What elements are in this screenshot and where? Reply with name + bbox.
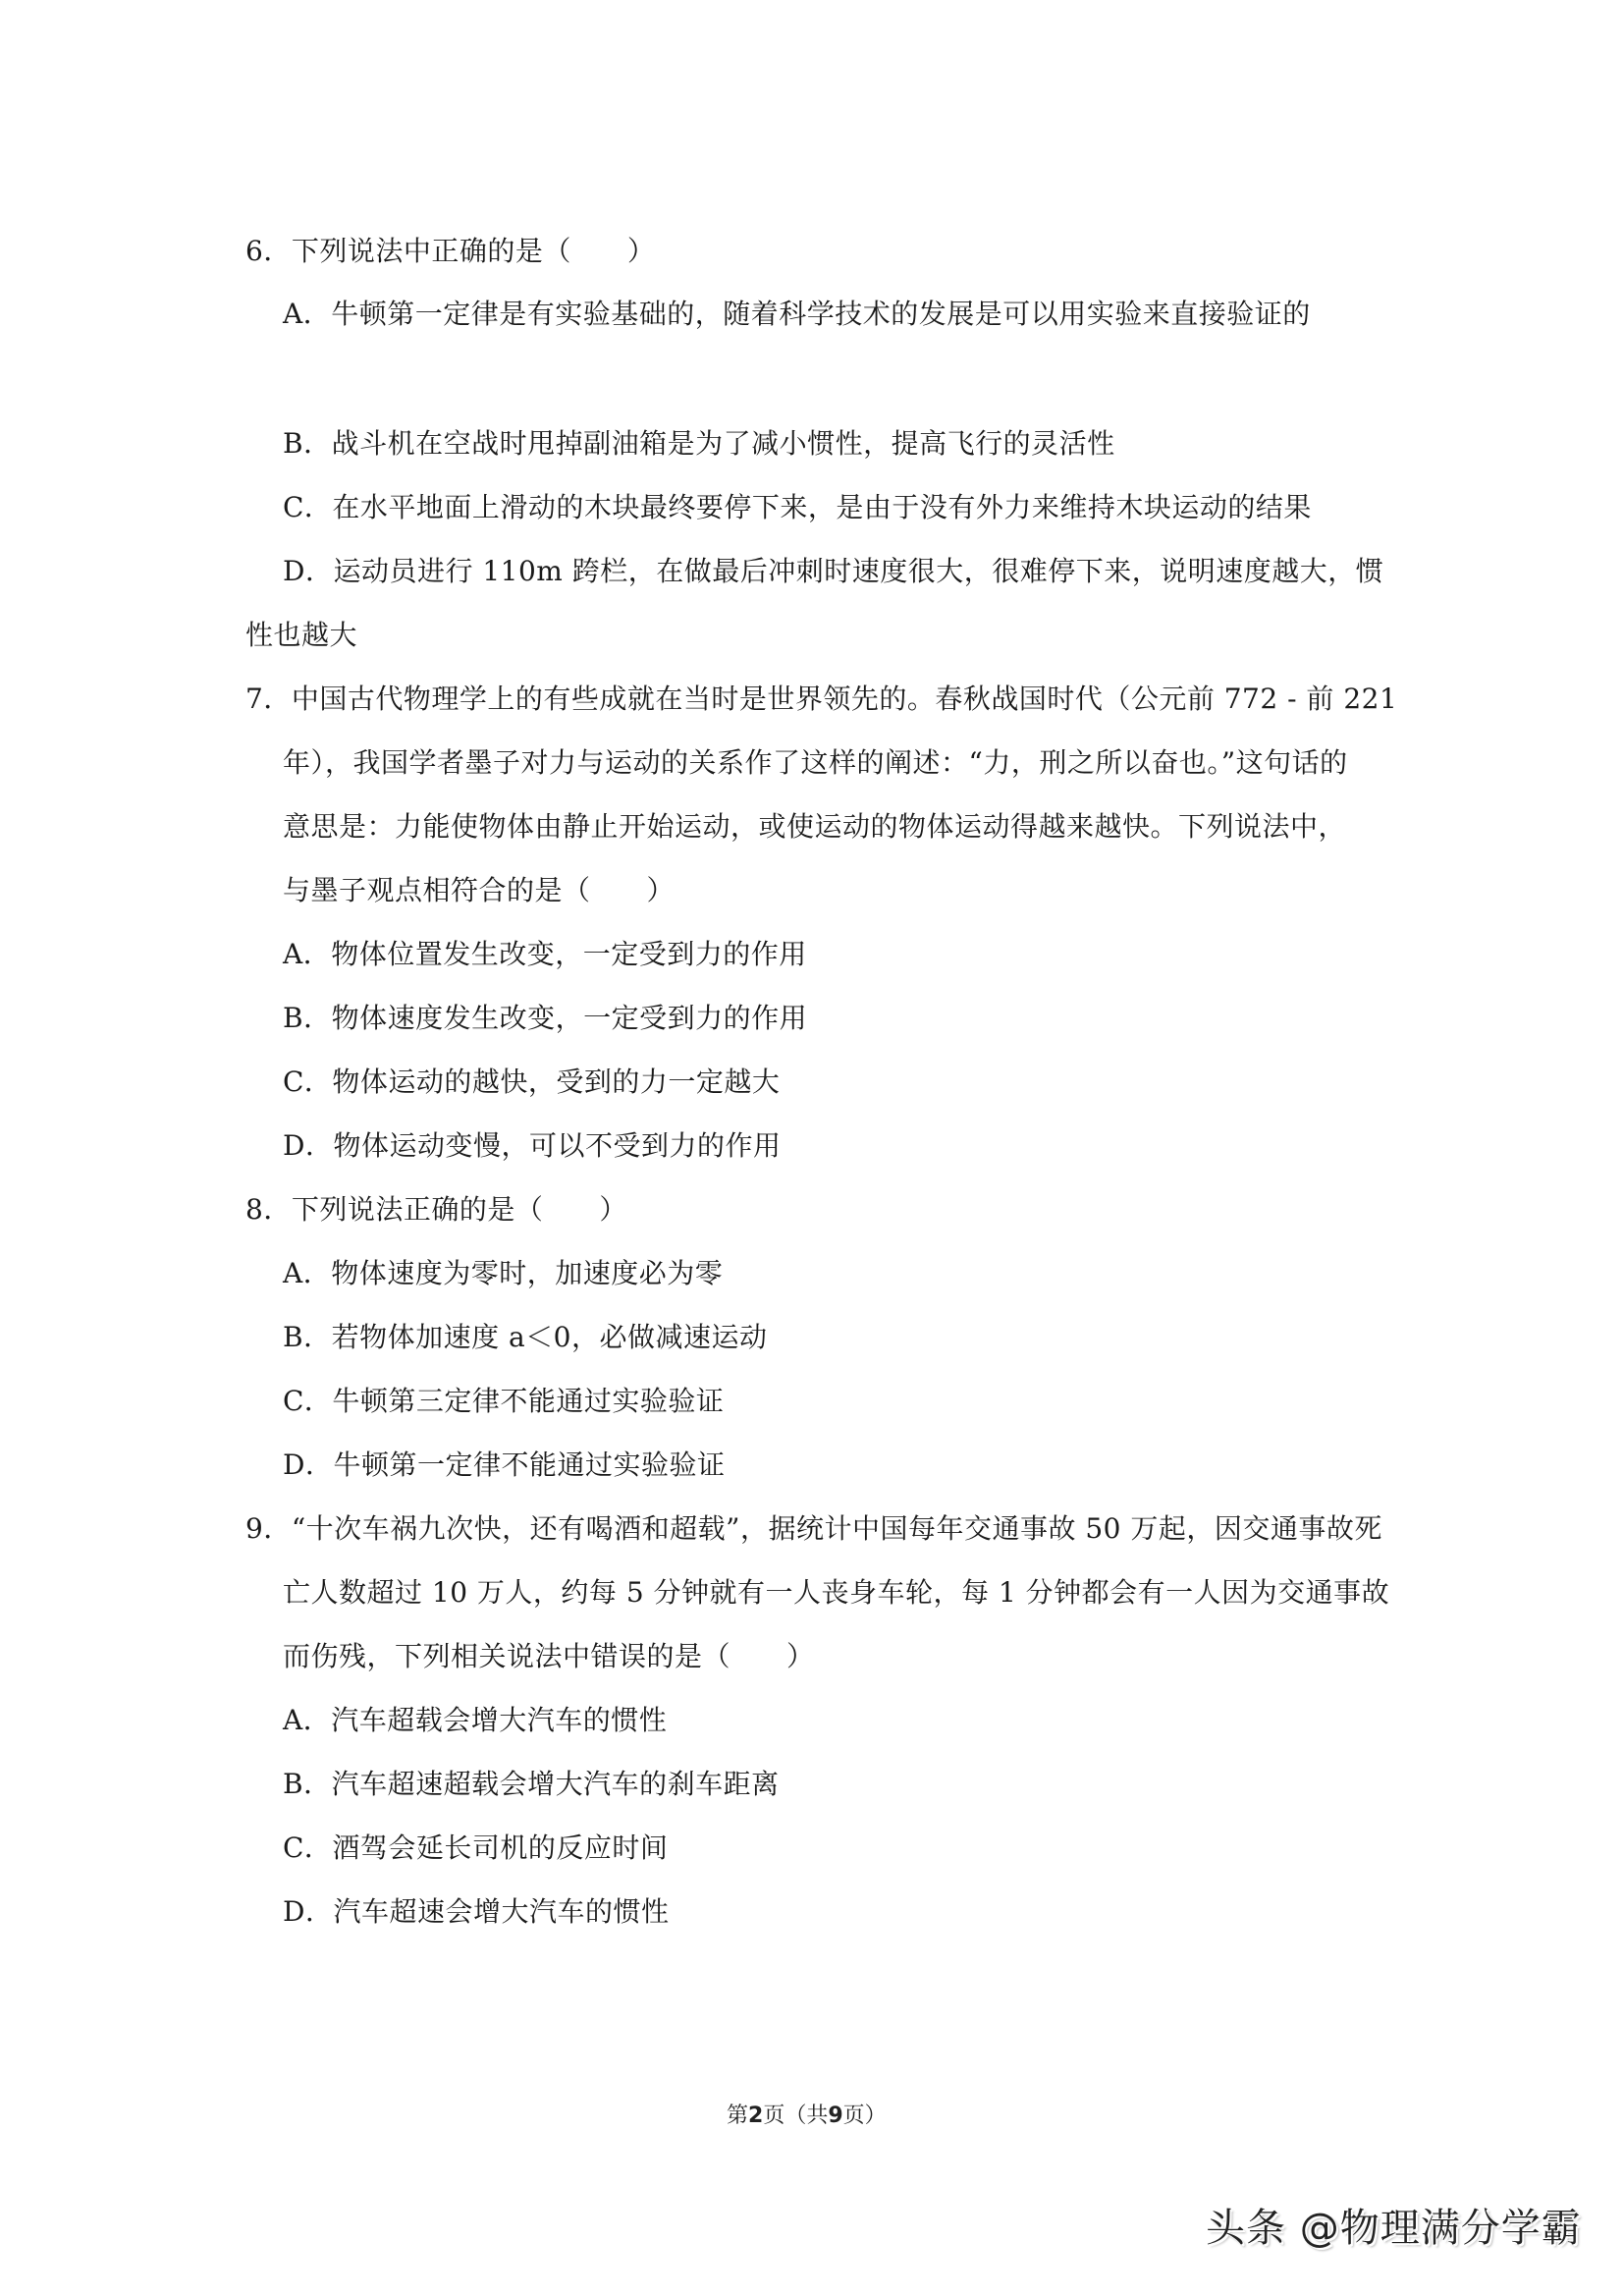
question-9-option-c: C．酒驾会延长司机的反应时间	[283, 1831, 669, 1864]
question-7-stem-line-2: 年），我国学者墨子对力与运动的关系作了这样的阐述：“力，刑之所以奋也。”这句话的	[283, 746, 1348, 779]
question-7-option-c: C．物体运动的越快，受到的力一定越大	[283, 1066, 781, 1098]
question-9-stem-line-3: 而伤残，下列相关说法中错误的是（ ）	[283, 1640, 815, 1672]
question-7-stem-line-3: 意思是：力能使物体由静止开始运动，或使运动的物体运动得越来越快。下列说法中，	[283, 810, 1347, 843]
question-7-option-a: A．物体位置发生改变，一定受到力的作用	[283, 938, 807, 970]
question-8-option-a: A．物体速度为零时，加速度必为零	[283, 1257, 724, 1289]
current-page: 2	[748, 2104, 764, 2128]
question-8-option-d: D．牛顿第一定律不能通过实验验证	[283, 1449, 726, 1481]
question-9-option-d: D．汽车超速会增大汽车的惯性	[283, 1895, 670, 1928]
page-number-prefix: 第	[727, 2104, 749, 2128]
question-8-option-b: B．若物体加速度 a＜0，必做减速运动	[283, 1321, 768, 1353]
question-7-option-d: D．物体运动变慢，可以不受到力的作用	[283, 1129, 782, 1162]
watermark: 头条 @物理满分学霸	[1206, 2206, 1582, 2251]
total-pages: 9	[828, 2104, 843, 2128]
question-6-option-a: A．牛顿第一定律是有实验基础的，随着科学技术的发展是可以用实验来直接验证的	[283, 298, 1311, 330]
question-9-option-b: B．汽车超速超载会增大汽车的刹车距离	[283, 1768, 780, 1800]
question-9-stem-line-2: 亡人数超过 10 万人，约每 5 分钟就有一人丧身车轮，每 1 分钟都会有一人因为交通事故	[283, 1576, 1390, 1609]
question-7-option-b: B．物体速度发生改变，一定受到力的作用	[283, 1002, 808, 1034]
question-9-stem-line-1: 9．“十次车祸九次快，还有喝酒和超载”，据统计中国每年交通事故 50 万起，因交通事故死	[245, 1512, 1382, 1545]
question-6-option-c: C．在水平地面上滑动的木块最终要停下来，是由于没有外力来维持木块运动的结果	[283, 491, 1312, 523]
question-7-stem-line-4: 与墨子观点相符合的是（ ）	[283, 874, 676, 906]
page-number	[727, 2102, 887, 2131]
question-6-option-b: B．战斗机在空战时甩掉副油箱是为了减小惯性，提高飞行的灵活性	[283, 427, 1115, 460]
question-6-option-d-continued: 性也越大	[245, 619, 358, 651]
question-7-stem-line-1: 7．中国古代物理学上的有些成就在当时是世界领先的。春秋战国时代（公元前 772 - 前 221	[245, 683, 1398, 715]
question-6-stem: 6．下列说法中正确的是（ ）	[245, 235, 656, 267]
page-number-middle: 页（共	[763, 2104, 829, 2128]
question-9-option-a: A．汽车超载会增大汽车的惯性	[283, 1704, 668, 1736]
question-8-stem: 8．下列说法正确的是（ ）	[245, 1193, 627, 1226]
page-number-suffix: 页）	[842, 2104, 887, 2128]
question-6-option-d: D．运动员进行 110m 跨栏，在做最后冲刺时速度很大，很难停下来，说明速度越大，惯	[283, 555, 1384, 587]
question-8-option-c: C．牛顿第三定律不能通过实验验证	[283, 1385, 725, 1417]
